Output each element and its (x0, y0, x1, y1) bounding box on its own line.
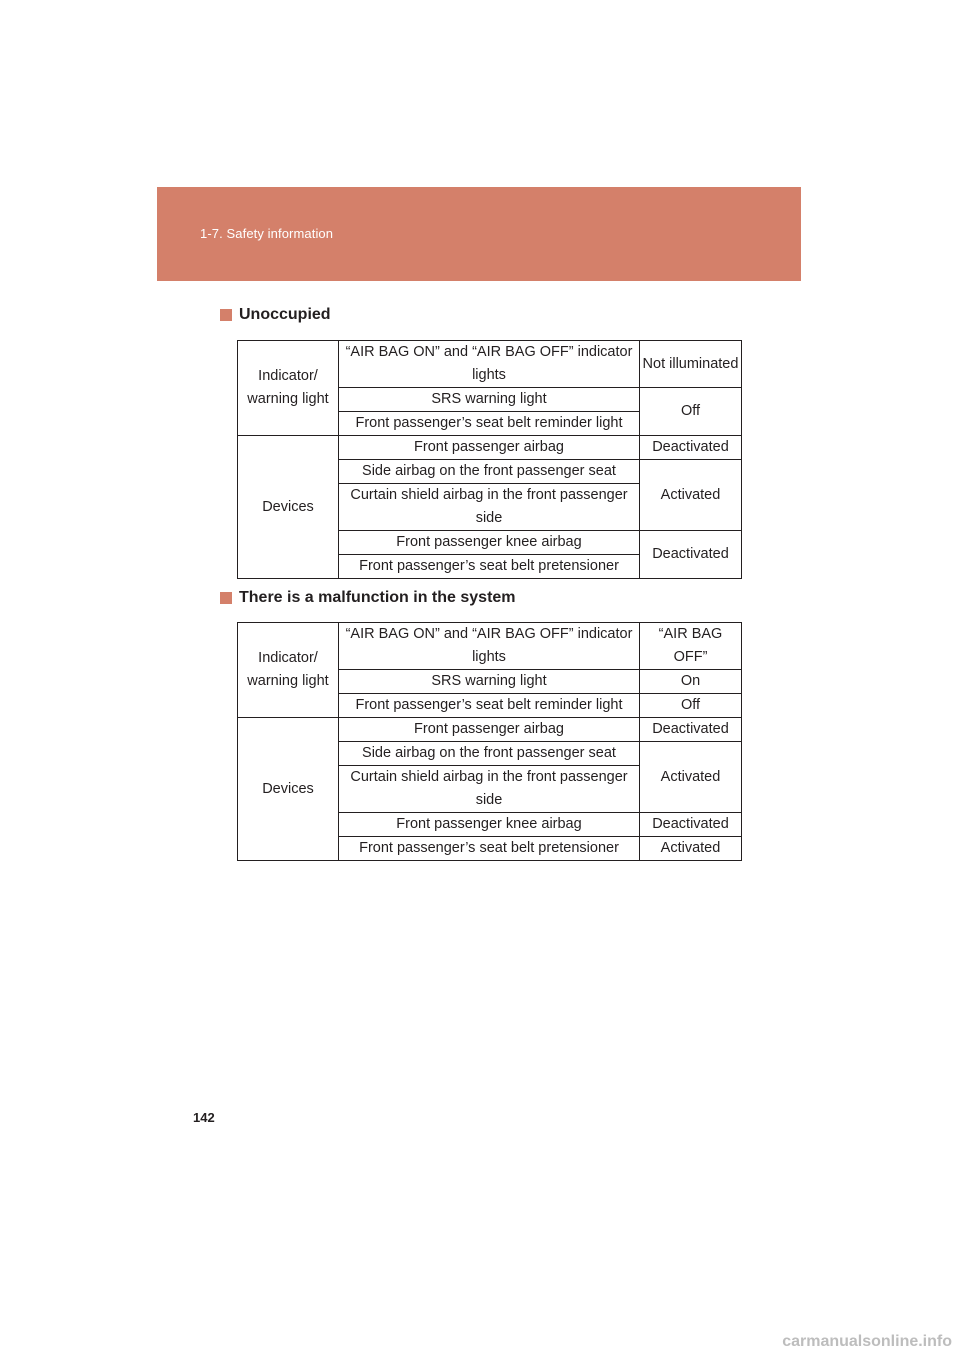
belt-reminder-status: Off (640, 694, 742, 718)
indicator-label-cell: Indicator/ warning light (238, 623, 339, 718)
belt-reminder-cell: Front passenger’s seat belt reminder light (339, 694, 640, 718)
air-bag-lights-cell: “AIR BAG ON” and “AIR BAG OFF” indicator lights (339, 341, 640, 388)
side-curtain-status: Activated (640, 742, 742, 813)
pretensioner-cell: Front passenger’s seat belt pretensioner (339, 555, 640, 579)
air-bag-lights-status: Not illuminated (640, 341, 742, 388)
indicator-label-cell: Indicator/ warning light (238, 341, 339, 436)
devices-label-cell: Devices (238, 436, 339, 579)
srs-warning-light-cell: SRS warning light (339, 388, 640, 412)
knee-airbag-cell: Front passenger knee airbag (339, 813, 640, 837)
chapter-section-title: 1-7. Safety information (200, 226, 334, 241)
section-heading-text: Unoccupied (239, 306, 331, 323)
belt-reminder-cell: Front passenger’s seat belt reminder light (339, 412, 640, 436)
knee-airbag-cell: Front passenger knee airbag (339, 531, 640, 555)
side-airbag-cell: Side airbag on the front passenger seat (339, 742, 640, 766)
srs-warning-light-cell: SRS warning light (339, 670, 640, 694)
malfunction-table (237, 622, 742, 861)
front-airbag-cell: Front passenger airbag (339, 436, 640, 460)
watermark: carmanualsonline.info (782, 1333, 952, 1350)
front-airbag-status: Deactivated (640, 718, 742, 742)
knee-status: Deactivated (640, 813, 742, 837)
square-bullet-icon (220, 592, 232, 604)
section-heading-text: There is a malfunction in the system (239, 589, 516, 606)
pretensioner-cell: Front passenger’s seat belt pretensioner (339, 837, 640, 861)
front-airbag-status: Deactivated (640, 436, 742, 460)
knee-pretensioner-status: Deactivated (640, 531, 742, 579)
section-heading-malfunction (220, 589, 516, 607)
srs-status: On (640, 670, 742, 694)
square-bullet-icon (220, 309, 232, 321)
front-airbag-cell: Front passenger airbag (339, 718, 640, 742)
unoccupied-table (237, 340, 742, 579)
pretensioner-status: Activated (640, 837, 742, 861)
air-bag-lights-cell: “AIR BAG ON” and “AIR BAG OFF” indicator lights (339, 623, 640, 670)
page-number: 142 (193, 1110, 215, 1125)
section-heading-unoccupied (220, 306, 331, 324)
side-airbag-cell: Side airbag on the front passenger seat (339, 460, 640, 484)
curtain-airbag-cell: Curtain shield airbag in the front passenger side (339, 766, 640, 813)
srs-belt-status: Off (640, 388, 742, 436)
curtain-airbag-cell: Curtain shield airbag in the front passenger side (339, 484, 640, 531)
devices-label-cell: Devices (238, 718, 339, 861)
side-curtain-status: Activated (640, 460, 742, 531)
air-bag-lights-status: “AIR BAG OFF” (640, 623, 742, 670)
